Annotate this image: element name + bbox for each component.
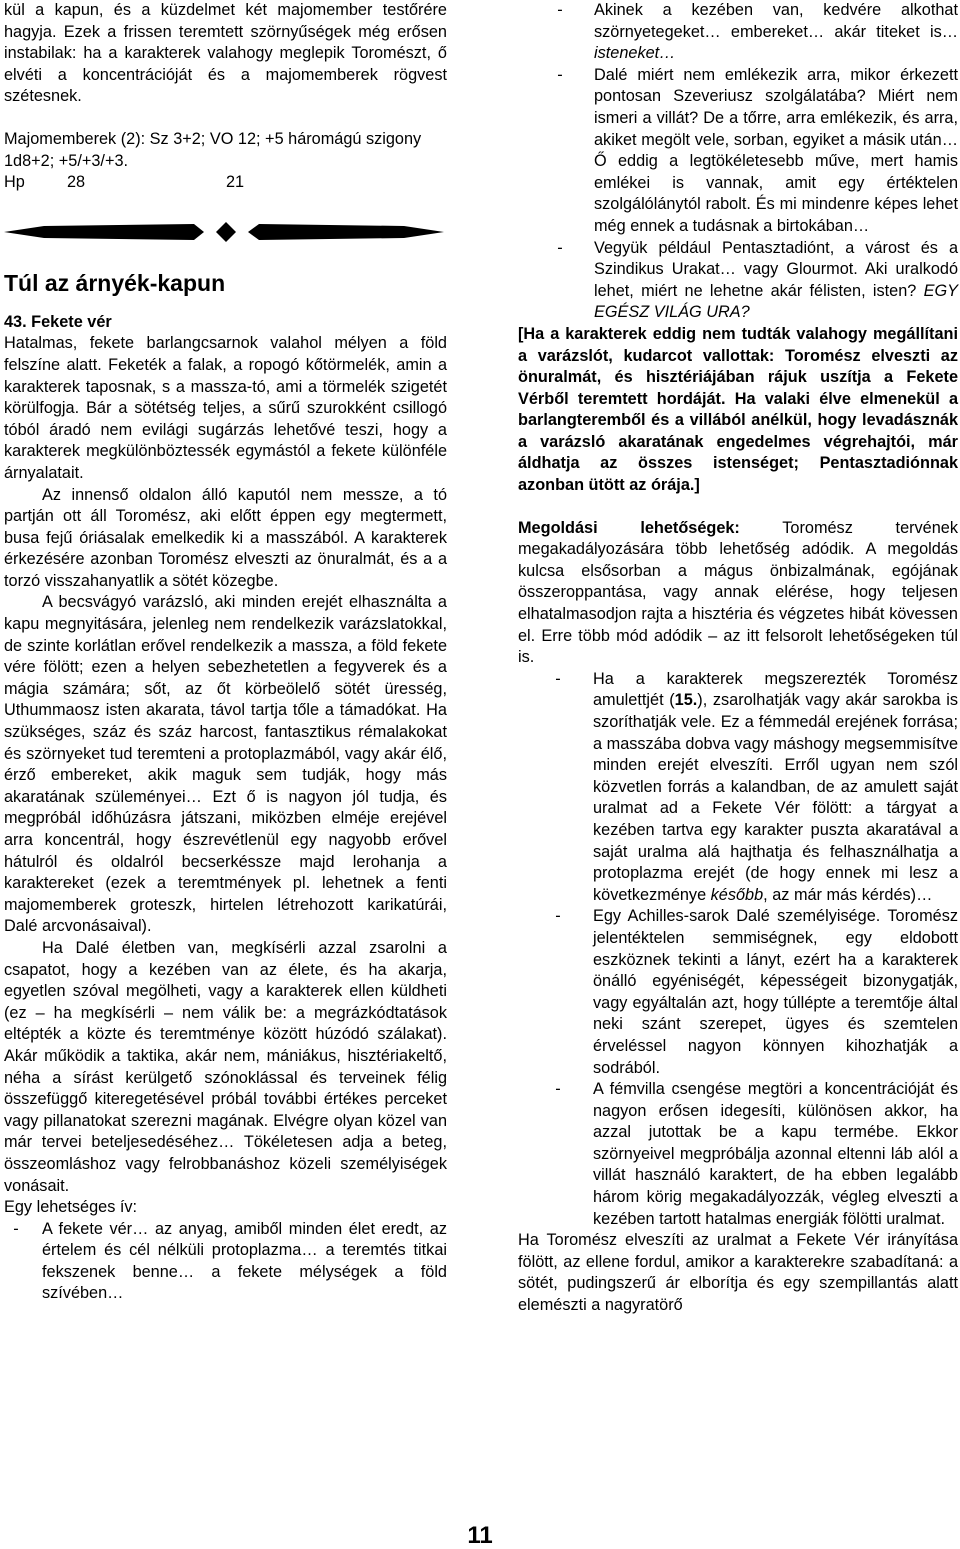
divider-ornament-icon [4,212,444,252]
list-item-text: ), zsarolhatják vagy akár sarokba is szoríthatják vele. Ez a fémmedál erejének forrása; a masszába dobva vagy máshogy megsemmisítve minden erejét elveszíti. Erről ugyan nem szól közvetlen forrás a kalandban, de az amulett saját uralmat ad a Fekete Vér fölött: a tárgyat a kezében tartva egy karakter puszta akaratával a saját uralma alá hajthatja és felhasználhatja a protoplazma erejét (de hogy ennek mi lesz a következménye [593,691,958,904]
solutions-list [518,669,958,1230]
room-description: Hatalmas, fekete barlangcsarnok valahol mélyen a föld felszíne alatt. Feketék a falak, a ropogó kőtörmelék, amin a karakterek taposnak, s a massza-tó, ami a törmelék szigetét körülfogja. Bár a sötétség teljes, a sűrű szurokként csillogó tóból áradó nem evilági sugárzás lehetővé teszi, hogy a karakterek megkülönböztessék egymástól a fekete különféle árnyalatait. [4,334,447,482]
solutions-paragraph [518,518,958,669]
spacer [4,108,447,129]
list-item: - Ha a karakterek megszerezték Toromész amulettjét (15.), zsarolhatják vagy akár sarokba is szoríthatják vele. Ez a fémmedál erejének forrása; a masszába dobva vagy máshogy megsemmisítve minden erejét elveszíti. Erről ugyan nem szól közvetlen forrás a kalandban, de az amulett saját uralmat ad a Fekete Vér fölött: a tárgyat a kezében tartva egy karakter puszta akaratával a saját uralma alá hajthatja és felhasználhatja a protoplazma erejét (de hogy ennek mi lesz a következménye később, az már más kérdés)… [555,669,958,904]
hp-label: Hp [4,173,25,192]
right-column [518,0,958,1317]
solutions-text: Toromész tervének megakadályozására több lehetőség adódik. A megoldás kulcsa elsősorban a mágus önbizalmának, egójának összeroppantása, vagy annak elérése, hogy teljesen elhatalmasodjon rajta a hisztéria és végzetes hibát kövessen el. Erre több mód adódik – az itt felsorolt lehetőségeken túl is. [518,518,958,667]
list-item: - Egy Achilles-sarok Dalé személyisége. Toromész jelentéktelen semmiségnek, egy eldobott eszköznek tekinti a lányt, ezért ha a karakterek önálló egyéniségét, képességeit bizonygatják, vagy egyáltalán azt, hogy túllépte a teremtője által neki szánt szerepet, ügyes és szemtelen érveléssel nagyon könnyen kihozhatják a sodrából. [555,907,958,1077]
ornamental-divider [4,212,447,252]
spacer [4,298,447,312]
intro-paragraph: kül a kapun, és a küzdelmet két majomember testőrére hagyja. Ezek a frissen teremtett szörnyűségek még erősen instabilak: ha a karakterek valahogy meglepik Toromészt, ő elvéti a koncentrációját és a majomemberek rögvest szétesnek. [4,1,447,106]
hp-value-1: 28 [67,173,86,192]
list-item-text: Vegyük például Pentasztadiónt, a várost és a Szindikus Urakat… vagy Glourmot. Aki uralkodó lehet, miért ne lehetne akár félisten, isten? [594,238,958,300]
room-reference: 15. [674,691,698,710]
list-item: - Dalé miért nem emlékezik arra, mikor érkezett pontosan Szeveriusz szolgálatába? Miért nem ismeri a villát? De a tőrre, arra emlékezik, és arra, akiket megölt vele, sorban, egyiket a másik után… Ő eddig a legtökéletesebb műve, mert hamis emlékei is vannak, amit egy értéktelen szolgálólánytól rabolt. És mi mindenre képes lehet még ennek a tudásnak a birtokában… [557,65,958,235]
list-item: - A fekete vér… az anyag, amiből minden élet eredt, az értelem és cél nélküli protoplazma… a teremtés titkai fekszenek benne… a fekete mélységek a föld szívében… [13,1219,447,1303]
paragraph-2: Az innenső oldalon álló kaputól nem messze, a tó partján ott áll Toromész, aki előtt éppen egy megtermett, busa fejű óriásalak emelkedik ki a masszából. A karakterek érkezésére azonban Toromész elveszti az önuralmát, és a a torzó visszahanyatlik a sötét közegbe. [4,485,447,590]
list-item-emphasis: később [710,885,764,904]
path-intro: Egy lehetséges ív: [4,1198,138,1217]
room-title: 43. Fekete vér [4,312,112,331]
path-list [4,1219,447,1305]
hp-value-2: 21 [226,173,245,192]
spacer [518,497,958,518]
failure-block: [Ha a karakterek eddig nem tudták valahogy megállítani a varázslót, kudarcot vallottak: Toromész elveszti az önuralmát, és hisztériájában rájuk uszítja a Fekete Vérből teremtett hordáját. Ha valaki élve elmenekül a barlangteremből és a villából anélkül, hogy levadásznák a varázsló akaratának engedelmes végrehajtói, már áldhatja az összes istenséget; Pentasztadiónnak azonban ütött az órája.] [518,324,958,495]
paragraph-3: A becsvágyó varázsló, aki minden erejét elhasználta a kapu megnyitására, jelenleg nem rendelkezik varázslatokkal, de szinte korlátlan erővel rendelkezik a massza, a föld fekete vére fölött; ezen a helyen sebezhetetlen a fegyverek és a mágia számára; sőt, az őt körbeölelő sötét üresség, Uthummaosz isten akarata, távol tartja tőle a támadókat. Ha szükséges, száz és száz harcost, fantasztikus rémalakokat és szörnyeket tud teremteni a protoplazmából, vagy akár élő, érző embereket, akik maguk sem tudják, hogy más akaratának szüleményei… Ezt ő is nagyon jól tudja, és megpróbál időhúzásra játszani, miközben elméje erejével arra koncentrál, hogy észrevétlenül egy nagyobb erővel hátulról és oldalról becserkéssze majd lerohanja a karaktereket (ezek a teremtmények pl. lehetnek a fenti majomemberek groteszk, hirtelen létrehozott karikatúrái, Dalé arcvonásaival). [4,593,447,936]
section-title: Túl az árnyék-kapun [4,269,226,296]
list-item-emphasis: isteneket… [594,44,676,63]
left-column [4,0,447,1305]
list-item-text: Ha a karakterek megszerezték Toromész amulettjét ( [593,669,958,710]
list-item-emphasis: EGY EGÉSZ VILÁG URA? [594,281,958,322]
list-item: - Vegyük például Pentasztadiónt, a várost és a Szindikus Urakat… vagy Glourmot. Aki uralkodó lehet, miért ne lehetne akár félisten, isten? EGY EGÉSZ VILÁG URA? [557,238,958,322]
monster-stat-line: Majomemberek (2): Sz 3+2; VO 12; +5 háromágú szigony 1d8+2; +5/+3/+3. [4,129,422,170]
closing-paragraph: Ha Toromész elveszíti az uralmat a Fekete Vér irányítása fölött, az ellene fordul, amikor a karakterekre szabadítaná: a sötét, pudingszerű ár elborítja és egy szempillantás alatt elemészti a nagyratörő [518,1231,958,1315]
page-number: 11 [467,1522,493,1549]
list-item-text: Dalé miért nem emlékezik arra, mikor érkezett pontosan Szeveriusz szolgálatába? Miért nem ismeri a villát? De a tőrre, arra emlékezik, és arra, akiket megölt vele, sorban, egyiket a másik után… Ő eddig a legtökéletesebb műve, mert hamis emlékei is vannak, amit egy értéktelen szolgálólánytól rabolt. És mi mindenre képes lehet még ennek a tudásnak a birtokában… [594,65,958,235]
monologue-list [518,0,958,324]
list-item: - Akinek a kezében van, kedvére alkothat szörnyetegeket… embereket… akár titeket is… isteneket… [557,1,958,63]
hp-line [4,172,447,194]
list-item-text: Akinek a kezében van, kedvére alkothat szörnyetegeket… embereket… akár titeket is… [594,1,958,41]
list-item-text: , az már más kérdés)… [763,885,933,904]
paragraph-4: Ha Dalé életben van, megkísérli azzal zsarolni a csapatot, hogy a kezében van az élete, és ha akarja, egyetlen szóval megölheti, vagy a karakterek ellen küldheti (ez – ha megkísérli – nem válik be: a megrázkódtatások eltépték a közte és teremtménye között húzódó szálakat). Akár működik a taktika, akár nem, mániákus, hisztériakeltő, néha a sírást kerülgető szónoklással és terveinek félig összefüggő kiteregetésével próbál további értékes perceket vagy pillanatokat szerezni magának. Elvégre olyan közel van már tervei beteljesedéséhez… Tökéletesen adja a beteg, összeomláshoz vagy felrobbanáshoz közeli személyiségek vonásait. [4,938,447,1195]
solutions-label: Megoldási lehetőségek: [518,518,740,537]
list-item-text: A fémvilla csengése megtöri a koncentrációját és nagyon erősen idegesíti, különösen akkor, ha azzal jutottak be a kapu termébe. Ekkor szörnyeivel megpróbálja azonnal eltenni láb alól a villát használó karaktert, de ha ebben legalább három körig megakadályozzák, végleg elveszti a kezében tartott hatalmas energiák fölötti uralmat. [593,1080,958,1228]
list-item-text: A fekete vér… az anyag, amiből minden élet eredt, az értelem és cél nélküli protoplazma… a teremtés titkai fekszenek benne… a fekete mélységek a föld szívében… [42,1219,447,1303]
list-item: - A fémvilla csengése megtöri a koncentrációját és nagyon erősen idegesíti, különösen akkor, ha azzal jutottak be a kapu termébe. Ekkor szörnyeivel megpróbálja azonnal eltenni láb alól a villát használó karaktert, de ha ebben legalább három körig megakadályozzák, végleg elveszti a kezében tartott hatalmas energiák fölötti uralmat. [555,1080,958,1228]
list-item-text: Egy Achilles-sarok Dalé személyisége. Toromész jelentéktelen semmiségnek, egy eldobott eszköznek tekinti a lányt, ezért ha a karakterek önálló egyéniségét, képességeit bizonygatják, vagy egyáltalán azt, hogy túllépte a teremtője által neki szánt szerepet, ügyes és szemtelen érveléssel nagyon könnyen kihozhatják a sodrából. [593,907,958,1077]
